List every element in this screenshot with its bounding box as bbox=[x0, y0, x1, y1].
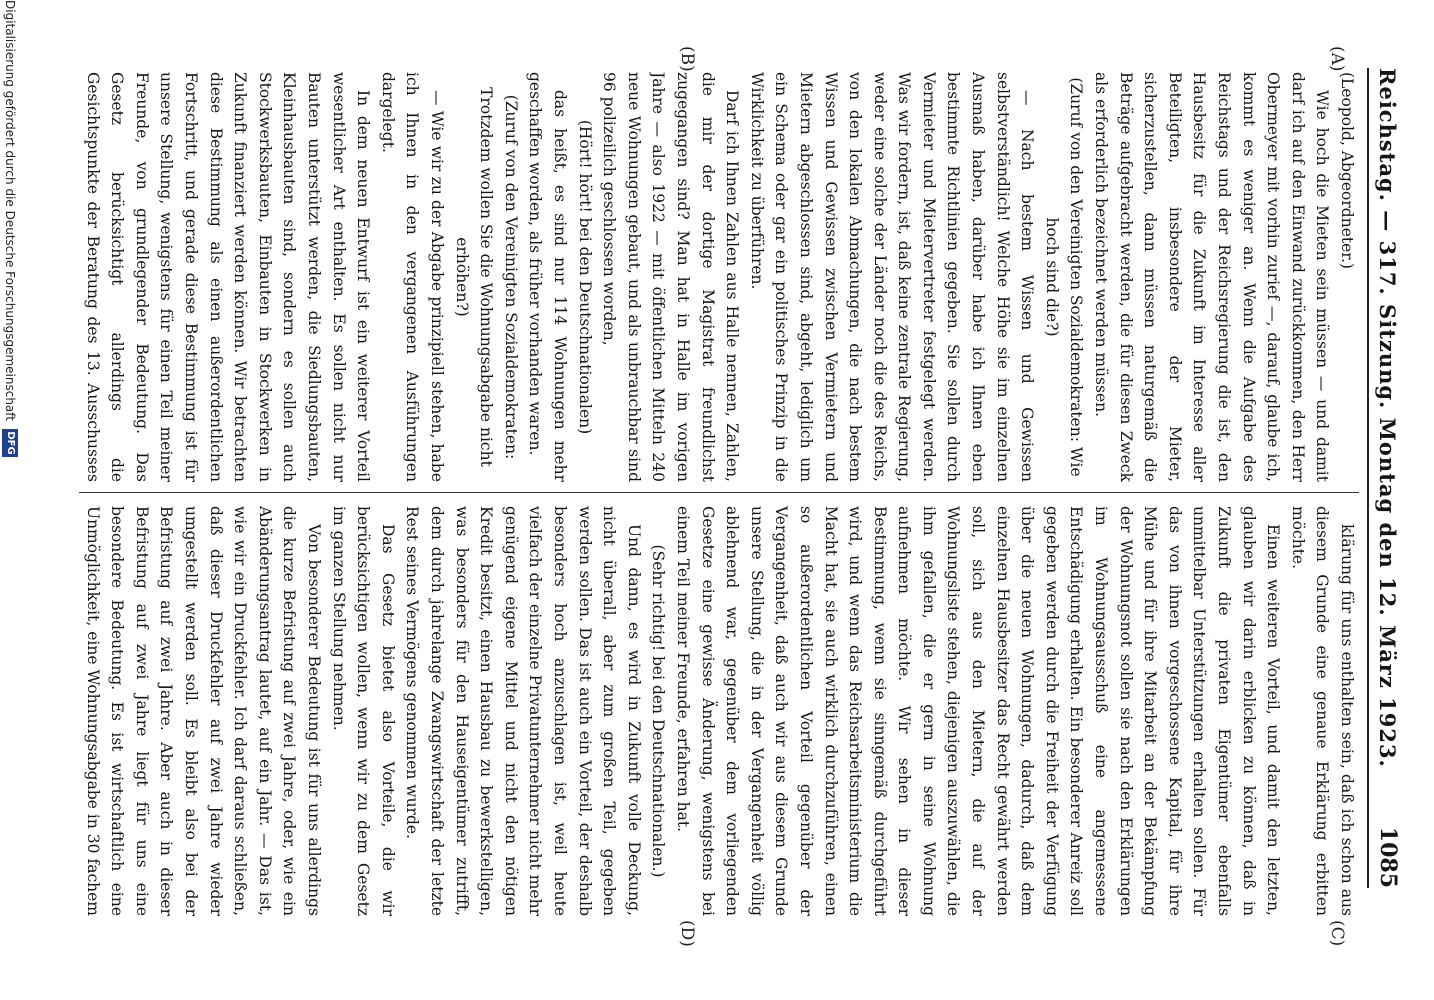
margin-letter-a: (A) bbox=[1327, 46, 1347, 72]
paragraph: Einen weiteren Vorteil, und damit den letzten, glauben wir darin erblicken zu können, daß in Zukunft die privaten Eigentümer ebenfalls unmittelbar Unterstützungen erhalten sollen. Für das von ihnen vorgeschossene Kapital, für ihre Mühe und für ihre Mitarbeit an der Bekämpfung der Wohnungsnot sollen sie nach den Erklärungen im Wohnungsausschuß eine angemessene Entschädigung erhalten. Ein besonderer Anreiz soll gegeben werden durch die Freiheit der Verfügung über die neuen Wohnungen, dadurch, daß dem einzelnen Hausbesitzer das Recht gewährt werden soll, sich aus den Mietern, die auf der Wohnungsliste stehen, diejenigen auszuwählen, die ihm gefallen, die er gern in seine Wohnung aufnehmen möchte. Wir sehen in dieser Bestimmung, wenn sie sinngemäß durchgeführt wird, und wenn das Reichsarbeitsministerium die Macht hat, sie auch wirklich durchzuführen, einen so außerordentlichen Vorteil gegenüber der Vergangenheit, daß auch wir aus diesem Grunde unsere Stellung, die in der Vergangenheit völlig ablehnend war, gegenüber dem vorliegenden Gesetze eine gewisse Änderung, wenigstens bei einem Teil meiner Freunde, erfahren hat. bbox=[673, 506, 1283, 916]
paragraph: Darf ich Ihnen Zahlen aus Halle nennen, Zahlen, die mir der dortige Magistrat freundlichst zugegangen sind? Man hat in Halle im vorigen Jahre — also 1922 — mit öffentlichen Mitteln 240 neue Wohnungen gebaut, und als unbrauchbar sind 96 polizeilich geschlossen worden, bbox=[600, 72, 742, 482]
dfg-logo: DFG bbox=[2, 429, 18, 457]
paragraph: das heißt, es sind nur 114 Wohnungen mehr geschaffen worden, als früher vorhanden waren. bbox=[526, 72, 569, 482]
paragraph: Das Gesetz bietet also Vorteile, die wir berücksichtigen wollen, wenn wir zu dem Gesetz im ganzen Stellung nehmen. bbox=[329, 506, 397, 916]
digitization-credit bbox=[0, 0, 23, 1000]
credit-text: Digitalisierung gefördert durch die Deutsche Forschungsgemeinschaft bbox=[3, 0, 17, 422]
interjection: (Sehr richtig! bei den Deutschnationalen.) bbox=[649, 544, 668, 878]
paragraph: klärung für uns enthalten sein, daß ich schon aus diesem Grunde eine genaue Erklärung erbitten möchte. bbox=[1288, 506, 1356, 916]
interjection: (Zuruf von den Vereinigten Sozialdemokraten: Wie hoch sind die?) bbox=[1042, 77, 1086, 477]
interjection: (Hört! hört! bei den Deutschnationalen) bbox=[575, 119, 594, 435]
interjection: (Zuruf von den Vereinigten Sozialdemokraten: Trotzdem wollen Sie die Wohnungsabgabe nicht erhöhen?) bbox=[452, 87, 520, 467]
paragraph: In dem neuen Entwurf ist ein weiterer Vorteil wesentlicher Art enthalten. Es sollen nicht nur Bauten unterstützt werden, die Siedlungsbauten, Kleinhausbauten sind, sondern es sollen auch Stockwerksbauten, Einbauten in Stockwerken in Zukunft finanziert werden können. Wir betrachten diese Bestimmung als einen außerordentlichen Fortschritt, und gerade diese Bestimmung ist für unsere Stellung, wenigstens für einen Teil meiner Freunde, von grundlegender Bedeutung. Das Gesetz berücksichtigt allerdings die Gesichtspunkte der Beratung des 13. Ausschusses bbox=[83, 72, 373, 482]
page-header bbox=[1367, 68, 1407, 888]
margin-letter-d: (D) bbox=[677, 920, 697, 947]
paragraph: Wie hoch die Mieten sein müssen — und damit darf ich auf den Einwand zurückkommen, den Herr Obermeyer mit vorhin zurief —, darauf, glaube ich, kommt es weniger an. Wenn die Aufgabe des Reichstags und der Reichsregierung die ist, den Hausbesitz für die Zukunft im Interesse aller Beteiligten, insbesondere der Mieter, sicherzustellen, dann müssen naturgemäß die Beträge aufgebracht werden, die für diesen Zweck als erforderlich bezeichnet werden müssen. bbox=[1092, 72, 1332, 482]
paragraph: — Wie wir zu der Abgabe prinzipiell stehen, habe ich Ihnen in den vergangenen Ausführungen dargelegt. bbox=[378, 72, 447, 482]
margin-letter-c: (C) bbox=[1327, 920, 1347, 947]
paragraph: — Nach bestem Wissen und Gewissen selbstverständlich! Welche Höhe sie im einzelnen Ausmaß haben, darüber habe ich Ihnen eben bestimmte Richtlinien gegeben. Sie sollen durch Vermieter und Mietervertreter festgelegt werden. Was wir fordern, ist, daß keine zentrale Regierung, weder eine solche der Länder noch die des Reichs, von den lokalen Abmachungen, die nach bestem Wissen und Gewissen zwischen Vermietern und Mietern abgeschlossen sind, abgeht, lediglich um ein Schema oder gar ein politisches Prinzip in die Wirklichkeit zu überführen. bbox=[747, 72, 1037, 482]
text-column-left bbox=[79, 72, 1359, 482]
paragraph: Und dann, es wird in Zukunft volle Deckung, nicht überall, aber zum großen Teil, gegeben werden sollen. Das ist auch ein Vorteil, der deshalb besonders hoch anzuschlagen ist, weil heute vielfach der einzelne Privatunternehmer nicht mehr genügend eigene Mittel und nicht den nötigen Kredit besitzt, einen Hausbau zu bewerkstelligen, was besonders für den Hauseigentümer zutrifft, dem durch jahrelange Zwangswirtschaft der letzte Rest seines Vermögens genommen wurde. bbox=[403, 506, 643, 916]
speaker-label: (Leopold, Abgeordneter.) bbox=[1338, 72, 1356, 269]
column-divider bbox=[79, 492, 1359, 493]
margin-letter-b: (B) bbox=[677, 46, 697, 72]
text-column-right bbox=[79, 506, 1359, 916]
header-title: Reichstag. — 317. Sitzung. Montag den 12. März 1923. bbox=[1375, 68, 1401, 768]
header-page-number: 1085 bbox=[1375, 826, 1401, 888]
paragraph: Von besonderer Bedeutung ist für uns allerdings die kurze Befristung auf zwei Jahre, oder, wie ein Abänderungsantrag lautet, auf ein Jahr. — Das ist, wie wir ein Druckfehler. Ich darf daraus schließen, daß dieser Druckfehler auf zwei Jahre wieder umgestellt werden soll. Es bleibt also bei der Befristung auf zwei Jahre. Aber auch in dieser Befristung auf zwei Jahre liegt für uns eine besondere Bedeutung. Es ist wirtschaftlich eine Unmöglichkeit, eine Wohnungsabgabe in 30 fachem bbox=[83, 506, 324, 916]
